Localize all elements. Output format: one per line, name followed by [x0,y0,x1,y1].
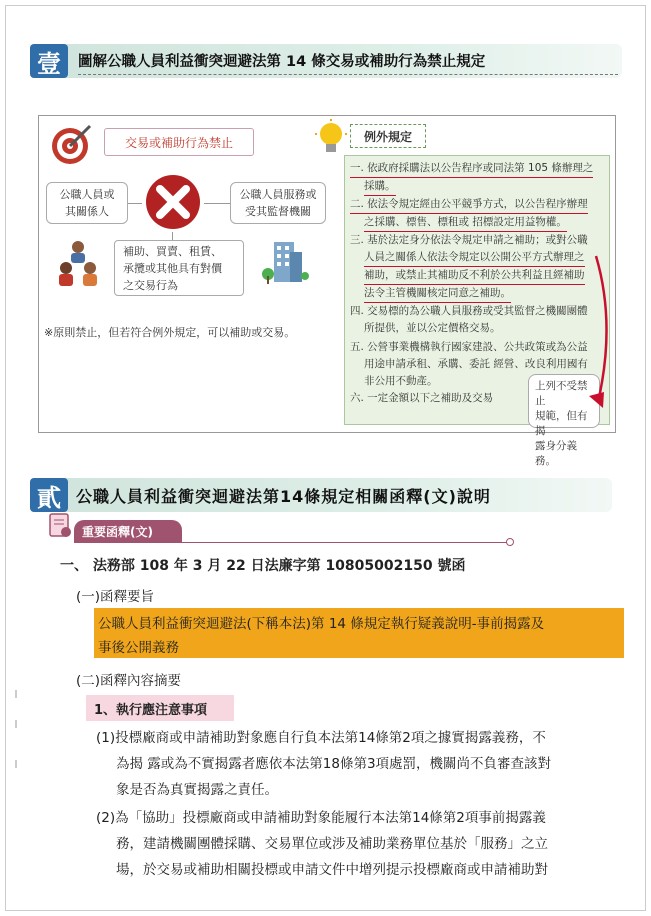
summary-line: 事後公開義務 [98,640,179,656]
section2-title: 公職人員利益衝突迴避法第14條規定相關函釋(文)說明 [76,487,491,506]
diagram-note: ※原則禁止，但若符合例外規定，可以補助或交易。 [44,326,296,339]
exception-line: 人員之關係人依法令規定以公開公平方式辦理之 [364,249,585,267]
exception-line: 用途申請承租、承購、委託 經營、改良利用國有 [364,358,588,370]
paragraph-line: 務，建請機關團體採購、交易單位或涉及補助業務單位基於「服務」之立 [116,836,548,852]
paragraph-line: 為揭 露或為不實揭露者應依本法第18條第3項處罰，機關尚不負審查該對 [116,756,552,772]
acts-box [114,240,244,296]
right-party-line: 受其監督機關 [245,205,311,218]
prohibit-x-icon [142,172,204,232]
document-icon [46,512,76,540]
red-arrow [580,254,620,414]
connector [128,203,142,204]
exception-line: 非公用不動產。 [364,375,438,387]
acts-line: 補助、買賣、租賃、 [123,244,222,258]
tab-underline-dot [506,538,514,546]
right-party-box [230,182,326,224]
callout-line: 規範，但有揭 [535,410,588,437]
people-icon [54,240,102,288]
target-icon [48,122,94,166]
subheading: 1、執行應注意事項 [86,695,234,721]
acts-line: 承攬或其他具有對價 [123,261,222,275]
exception-item-6: 六. 一定金額以下之補助及交易 [350,392,494,404]
summary-line: 公職人員利益衝突迴避法(下稱本法)第 14 條規定執行疑義說明-事前揭露及 [98,616,545,632]
left-party-line: 其關係人 [65,205,109,218]
building-icon [260,238,310,286]
prohibited-label: 交易或補助行為禁止 [104,128,254,156]
exception-line: 四. 交易標的為公職人員服務或受其監督之機關團體 [350,305,588,317]
summary-label: (一)函釋要旨 [76,589,155,605]
left-party-box [46,182,128,224]
section2-badge: 貳 [30,478,68,512]
lightbulb-icon [314,118,348,162]
paragraph-line: 場，於交易或補助相關投標或申請文件中增列提示投標廠商或申請補助對 [116,862,548,878]
title-underline [78,74,618,75]
connector [204,203,230,204]
paragraph-line: (2)為「協助」投標廠商或申請補助對象能履行本法第14條第2項事前揭露義 [96,810,546,826]
exception-line: 採購。 [364,178,396,196]
important-tab: 重要函釋(文) [74,520,182,542]
margin-mark [15,690,17,698]
exception-line: 二. 依法令規定經由公平競爭方式，以公告程序辦理 [350,196,588,214]
exception-line: 補助，或禁止其補助反不利於公共利益且經補助 [364,267,585,285]
exception-item-4 [350,303,588,337]
paragraph-line: (1)投標廠商或申請補助對象應自行負本法第14條第2項之據實揭露義務，不 [96,730,546,746]
exception-line: 三. 基於法定身分依法令規定申請之補助；或對公職 [350,234,588,246]
acts-line: 之交易行為 [123,278,178,292]
callout-line: 露身分義務。 [535,440,577,467]
section1-title: 圖解公職人員利益衝突迴避法第 14 條交易或補助行為禁止規定 [78,54,486,70]
exception-title: 例外規定 [350,124,426,148]
left-party-line: 公職人員或 [59,188,115,201]
paragraph-line: 象是否為真實揭露之責任。 [116,782,278,798]
exception-item-2 [350,196,588,232]
margin-mark [15,760,17,768]
exception-line: 五. 公營事業機構執行國家建設、公共政策或為公益 [350,341,588,353]
exception-line: 一. 依政府採購法以公告程序或同法第 105 條辦理之 [350,160,593,178]
margin-mark [15,720,17,728]
content-label: (二)函釋內容摘要 [76,673,182,689]
callout-line: 上列不受禁止 [535,380,588,407]
exception-line: 所提供，並以公定價格交易。 [364,322,501,334]
exception-item-1 [350,160,593,196]
exception-item-3 [350,232,588,303]
right-party-line: 公職人員服務或 [239,188,317,201]
exception-line: 之採購、標售、標租或 招標設定用益物權。 [364,214,567,232]
section1-badge: 壹 [30,44,68,78]
tab-underline [74,542,510,543]
letter-heading: 一、 法務部 108 年 3 月 22 日法廉字第 10805002150 號函 [60,558,466,574]
exception-line: 法令主管機關核定同意之補助。 [364,285,511,303]
